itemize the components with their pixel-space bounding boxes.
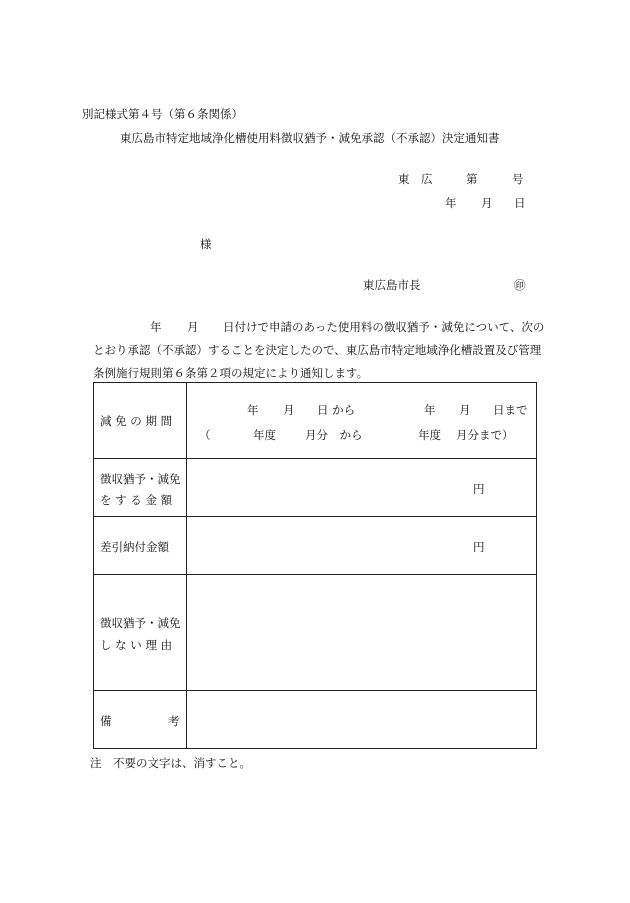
doc-ref-go: 号 [512,172,524,186]
reason-label-line2: し な い 理 由 [100,638,173,652]
period-from-month: 月 [283,403,295,417]
period-to-year: 年 [424,403,436,417]
period-value-cell[interactable] [187,383,537,459]
footnote: 注 不要の文字は、消すこと。 [90,756,251,770]
doc-ref-dai: 第 [466,172,478,186]
remarks-label-left: 備 [100,714,112,728]
net-payment-value-cell[interactable] [187,517,537,575]
net-payment-unit: 円 [473,540,485,554]
seal-mark: ㊞ [514,278,526,292]
body-year: 年 [150,320,162,334]
body-line1: 日付けで申請のあった使用料の徴収猶予・減免について、次の [223,320,545,334]
period-from-year: 年 [247,403,259,417]
amount-value-cell[interactable] [187,459,537,517]
remarks-value-cell[interactable] [187,691,537,749]
row-period [94,383,537,459]
net-payment-label: 差引納付金額 [100,540,169,554]
date-day: 日 [514,196,526,210]
amount-label-cell [94,459,187,517]
period-to-day: 日まで [493,403,528,417]
period-to-month-portion: 月分まで） [456,428,514,442]
period-label: 減 免 の 期 間 [100,414,173,428]
addressee-suffix: 様 [200,237,212,251]
reason-value-cell[interactable] [187,575,537,691]
body-line3: 条例施行規則第６条第２項の規定により通知します。 [93,366,369,380]
net-payment-label-cell [94,517,187,575]
row-remarks [94,691,537,749]
period-to-fiscal-year: 年度 [418,428,441,442]
period-from-day: 日 から [317,403,356,417]
decision-table [93,382,537,749]
sender-name: 東広島市長 [363,278,421,292]
remarks-label-cell [94,691,187,749]
remarks-label-right: 考 [168,714,180,728]
amount-label-line1: 徴収猶予・減免 [100,472,181,486]
row-amount [94,459,537,517]
date-month: 月 [481,196,493,210]
amount-unit: 円 [473,482,485,496]
row-reason [94,575,537,691]
period-from-month-portion: 月分 から [305,428,363,442]
document-title: 東広島市特定地域浄化槽使用料徴収猶予・減免承認（不承認）決定通知書 [120,131,500,145]
period-label-cell [94,383,187,459]
period-to-month: 月 [459,403,471,417]
amount-label-line2: を す る 金 額 [100,493,173,507]
doc-ref-issuer: 東 広 [398,172,433,186]
period-fy-open-paren: （ [199,428,211,442]
reason-label-line1: 徴収猶予・減免 [100,616,181,630]
reason-label-cell [94,575,187,691]
form-number: 別記様式第４号（第６条関係） [82,107,243,121]
body-line2: とおり承認（不承認）することを決定したので、東広島市特定地域浄化槽設置及び管理 [93,343,542,357]
row-net-payment [94,517,537,575]
body-month: 月 [187,320,199,334]
date-year: 年 [445,196,457,210]
period-from-fiscal-year: 年度 [253,428,276,442]
